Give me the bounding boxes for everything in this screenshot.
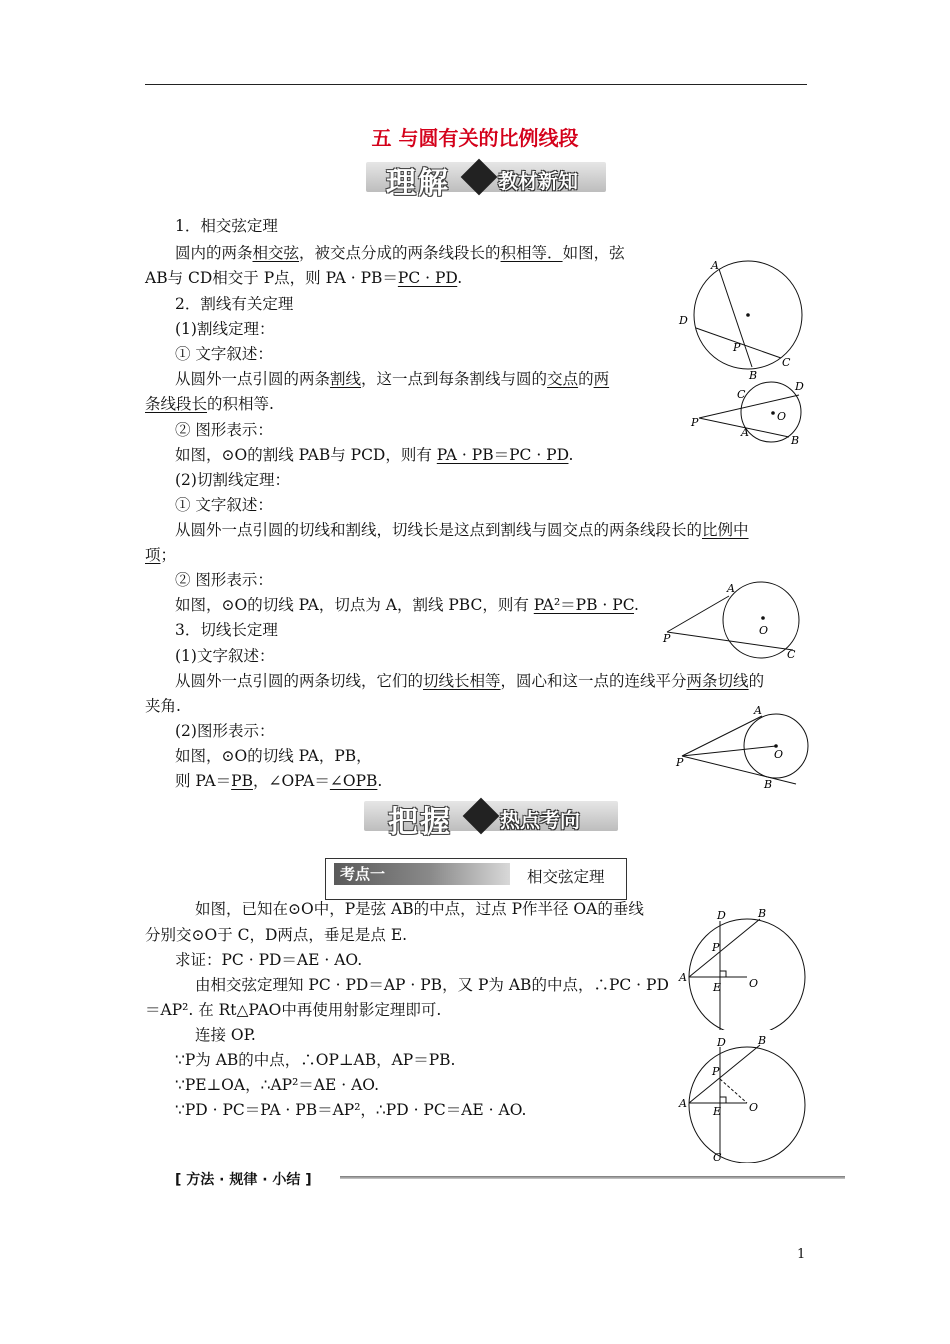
s3-line4: 则 PA＝PB，∠OPA＝∠OPB. xyxy=(175,772,383,790)
svg-text:A: A xyxy=(741,426,749,439)
banner-big-text: 理解 xyxy=(386,166,450,201)
page-number: 1 xyxy=(797,1247,806,1262)
s3-line3: 如图，⊙O的切线 PA，PB， xyxy=(175,747,372,765)
svg-text:P: P xyxy=(712,941,720,954)
ex-line6: 连接 OP. xyxy=(195,1026,256,1044)
banner-understand xyxy=(366,156,616,200)
svg-text:D: D xyxy=(717,909,726,922)
figure-intersecting-chords xyxy=(670,255,810,380)
svg-text:P: P xyxy=(676,756,684,769)
s2-p3: ② 图形表示： xyxy=(175,421,273,439)
ex-line5: ＝AP². 在 Rt△PAO中再使用射影定理即可. xyxy=(145,1001,442,1019)
svg-text:B: B xyxy=(749,369,758,380)
svg-text:C: C xyxy=(713,1151,722,1163)
svg-text:A: A xyxy=(711,259,719,272)
method-rule xyxy=(340,1176,845,1179)
banner-hotspot xyxy=(364,795,624,839)
s1-line2: AB与 CD相交于 P点，则 PA · PB＝PC · PD. xyxy=(145,269,463,287)
svg-text:P: P xyxy=(691,416,699,429)
svg-text:A: A xyxy=(679,1097,687,1110)
svg-text:D: D xyxy=(717,1036,726,1049)
header-rule xyxy=(145,84,807,85)
figure-secant-theorem xyxy=(685,378,815,450)
ex-line1: 如图，已知在⊙O中，P是弦 AB的中点，过点 P作半径 OA的垂线 xyxy=(195,900,644,918)
banner-small-text: 教材新知 xyxy=(498,169,578,193)
s2-p6: ② 图形表示： xyxy=(175,571,273,589)
svg-text:E: E xyxy=(713,1105,722,1118)
svg-text:P: P xyxy=(712,1065,720,1078)
topic-tab xyxy=(334,863,510,885)
svg-text:B: B xyxy=(758,1034,767,1047)
s2-p2: ① 文字叙述： xyxy=(175,345,273,363)
s3-heading: 3．切线长定理 xyxy=(175,621,278,639)
s2-p1: (1)割线定理： xyxy=(175,320,275,338)
s1-line1: 圆内的两条相交弦，被交点分成的两条线段长的积相等．如图，弦 xyxy=(175,244,625,262)
ex-line8: ∵PE⊥OA，∴AP²＝AE · AO. xyxy=(175,1076,379,1094)
svg-text:B: B xyxy=(791,434,800,447)
svg-text:C: C xyxy=(782,356,791,369)
svg-text:O: O xyxy=(749,1101,759,1114)
ex-line4: 由相交弦定理知 PC · PD＝AP · PB，又 P为 AB的中点，∴PC · PD xyxy=(195,976,669,994)
method-heading: [ 方法 · 规律 · 小结 ] xyxy=(175,1172,312,1188)
svg-text:O: O xyxy=(777,410,787,423)
s2-line2: 条线段长的积相等. xyxy=(145,395,274,413)
figure-example-2 xyxy=(676,1033,816,1163)
svg-text:O: O xyxy=(749,977,759,990)
svg-text:B: B xyxy=(764,778,773,791)
ex-line2: 分别交⊙O于 C，D两点，垂足是点 E. xyxy=(145,926,408,944)
figure-tangent-secant xyxy=(655,578,805,660)
figure-tangent-length xyxy=(672,700,812,795)
ex-line3: 求证：PC · PD＝AE · AO. xyxy=(175,951,363,969)
s2-line5: 项； xyxy=(145,546,177,564)
svg-text:A: A xyxy=(754,704,762,717)
s2-line1: 从圆外一点引圆的两条割线，这一点到每条割线与圆的交点的两 xyxy=(175,370,610,388)
svg-text:A: A xyxy=(679,971,687,984)
svg-text:C: C xyxy=(787,648,796,660)
s2-heading: 2．割线有关定理 xyxy=(175,295,294,313)
s2-p4: (2)切割线定理： xyxy=(175,471,290,489)
svg-text:D: D xyxy=(679,314,688,327)
s3-line1: 从圆外一点引圆的两条切线，它们的切线长相等，圆心和这一点的连线平分两条切线的 xyxy=(175,672,765,690)
svg-text:O: O xyxy=(774,748,784,761)
s3-p1: (1)文字叙述： xyxy=(175,647,275,665)
s3-p2: (2)图形表示： xyxy=(175,722,275,740)
svg-text:E: E xyxy=(713,981,722,994)
svg-text:C: C xyxy=(737,388,746,401)
figure-example-1 xyxy=(676,905,816,1030)
s2-line4: 从圆外一点引圆的切线和割线，切线长是这点到割线与圆交点的两条线段长的比例中 xyxy=(175,521,749,539)
page-title: 五 与圆有关的比例线段 xyxy=(371,126,579,150)
svg-text:O: O xyxy=(759,624,769,637)
svg-text:A: A xyxy=(727,582,735,595)
svg-text:B: B xyxy=(758,907,767,920)
svg-text:P: P xyxy=(663,632,671,645)
s2-line3: 如图，⊙O的割线 PAB与 PCD，则有 PA · PB＝PC · PD. xyxy=(175,446,574,464)
s2-line6: 如图，⊙O的切线 PA，切点为 A，割线 PBC，则有 PA²＝PB · PC. xyxy=(175,596,639,614)
ex-line9: ∵PD · PC＝PA · PB＝AP²，∴PD · PC＝AE · AO. xyxy=(175,1101,527,1119)
svg-text:P: P xyxy=(733,341,741,354)
s1-heading: 1．相交弦定理 xyxy=(175,217,278,235)
banner-big-text: 把握 xyxy=(388,805,452,840)
svg-text:D: D xyxy=(795,380,804,393)
s2-p5: ① 文字叙述： xyxy=(175,496,273,514)
topic-tab-label: 考点一 xyxy=(340,865,386,883)
banner-small-text: 热点考向 xyxy=(500,808,580,832)
topic-title: 相交弦定理 xyxy=(527,868,605,886)
ex-line7: ∵P为 AB的中点，∴OP⊥AB，AP＝PB. xyxy=(175,1051,456,1069)
s3-line2: 夹角. xyxy=(145,697,181,715)
